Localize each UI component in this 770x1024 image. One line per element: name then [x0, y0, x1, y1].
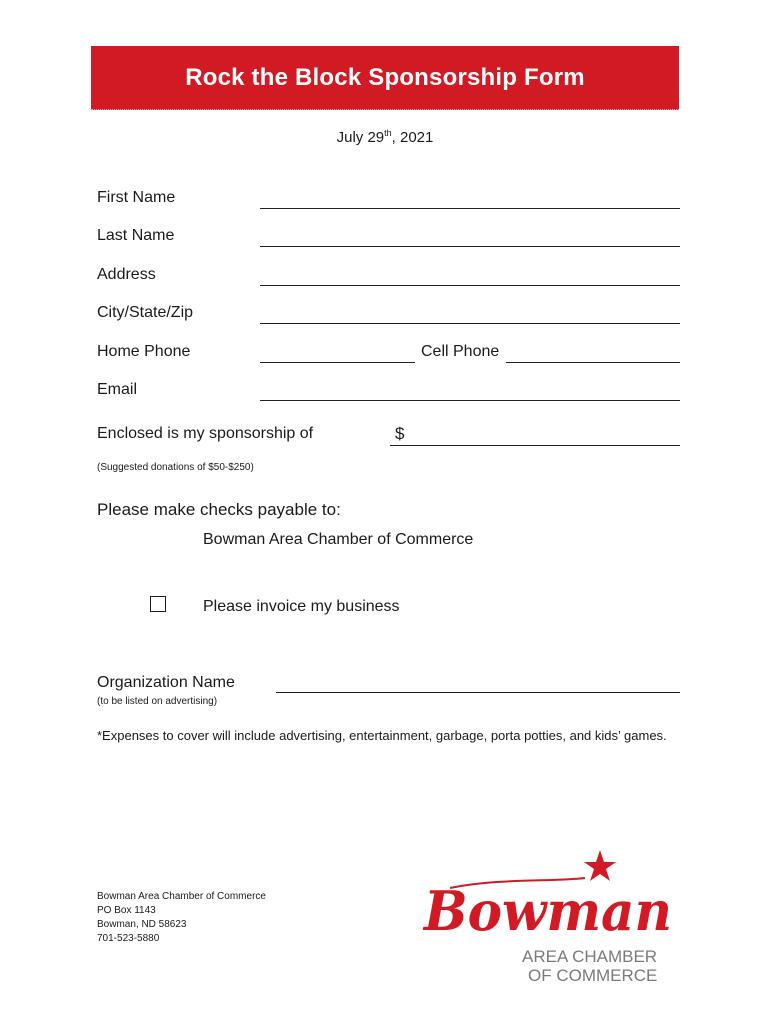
last-name-label: Last Name [97, 227, 175, 244]
sponsorship-label: Enclosed is my sponsorship of [97, 425, 314, 442]
city-state-zip-label: City/State/Zip [97, 304, 194, 321]
expenses-note: *Expenses to cover will include advertising, entertainment, garbage, porta potties, and kids’ games. [97, 728, 667, 743]
first-name-label: First Name [97, 189, 176, 206]
star-icon [584, 850, 616, 881]
currency-symbol: $ [395, 424, 405, 443]
logo-script-name: Bowman [422, 879, 672, 943]
bowman-chamber-logo [420, 848, 675, 988]
address-field[interactable] [262, 267, 682, 287]
checks-payable-label: Please make checks payable to: [97, 500, 341, 519]
organization-note: (to be listed on advertising) [97, 696, 218, 707]
address-line-2: PO Box 1143 [97, 905, 156, 916]
home-phone-label: Home Phone [97, 343, 191, 360]
address-label: Address [97, 266, 156, 283]
organization-name-label: Organization Name [97, 674, 235, 691]
invoice-label: Please invoice my business [203, 598, 400, 615]
event-date: July 29th, 2021 [336, 128, 434, 146]
form-title: Rock the Block Sponsorship Form [185, 64, 585, 91]
email-label: Email [97, 381, 138, 398]
cell-phone-label: Cell Phone [421, 343, 500, 360]
address-line-3: Bowman, ND 58623 [97, 919, 187, 930]
suggested-donations-note: (Suggested donations of $50-$250) [97, 462, 254, 473]
invoice-checkbox[interactable] [150, 596, 166, 612]
organization-name-field[interactable] [278, 674, 682, 694]
form-title-banner [91, 46, 679, 110]
first-name-field[interactable] [262, 190, 682, 210]
logo-line-2: OF COMMERCE [528, 966, 658, 985]
home-phone-field[interactable] [262, 344, 417, 364]
address-line-4: 701-523-5880 [97, 933, 160, 944]
cell-phone-field[interactable] [508, 344, 682, 364]
chamber-address [97, 890, 266, 946]
city-state-zip-field[interactable] [262, 305, 682, 325]
logo-line-1: AREA CHAMBER [522, 947, 658, 966]
email-field[interactable] [262, 382, 682, 402]
last-name-field[interactable] [262, 228, 682, 248]
address-line-1: Bowman Area Chamber of Commerce [97, 891, 266, 902]
sponsorship-amount-field[interactable] [410, 427, 682, 447]
payee-name: Bowman Area Chamber of Commerce [203, 531, 474, 548]
